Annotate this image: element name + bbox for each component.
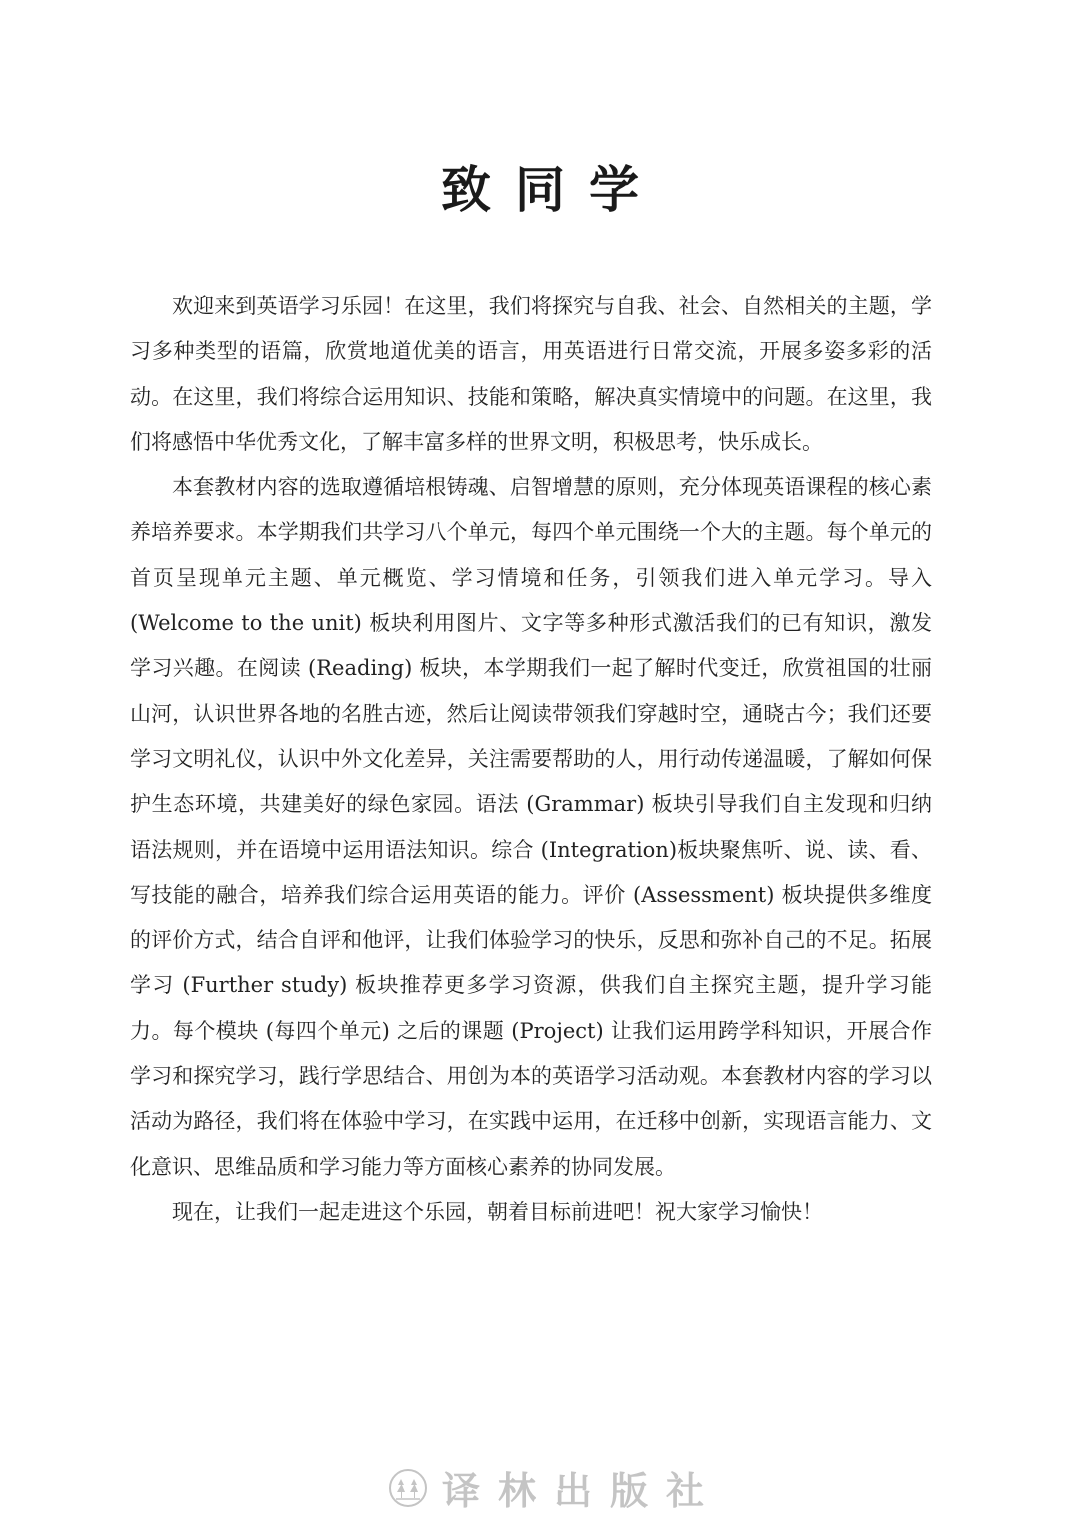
body-text [130,284,932,1235]
publisher-footer [388,1460,722,1515]
publisher-name: 译林出版社 [442,1468,723,1513]
paragraph-closing: 现在，让我们一起走进这个乐园，朝着目标前进吧！祝大家学习愉快！ [172,1199,823,1224]
paragraph-welcome: 欢迎来到英语学习乐园！在这里，我们将探究与自我、社会、自然相关的主题，学习多种类型的语篇，欣赏地道优美的语言，用英语进行日常交流，开展多姿多彩的活动。在这里，我们将综合运用知识、技能和策略，解决真实情境中的问题。在这里，我们将感悟中华优秀文化，了解丰富多样的世界文明，积极思考，快乐成长。 [130,294,932,454]
paragraph-textbook-intro: 本套教材内容的选取遵循培根铸魂、启智增慧的原则，充分体现英语课程的核心素养培养要求。本学期我们共学习八个单元，每四个单元围绕一个大的主题。每个单元的首页呈现单元主题、单元概览、学习情境和任务，引领我们进入单元学习。导入 (Welcome to the unit) 板块利用图片、文字等多种形式激活我们的已有知识，激发学习兴趣。在阅读 (Reading) 板块，本学期我们一起了解时代变迁，欣赏祖国的壮丽山河，认识世界各地的名胜古迹，然后让阅读带领我们穿越时空，通晓古今；我们还要学习文明礼仪，认识中外文化差异，关注需要帮助的人，用行动传递温暖，了解如何保护生态环境，共建美好的绿色家园。语法 (Grammar) 板块引导我们自主发现和归纳语法规则，并在语境中运用语法知识。综合 (Integration)板块聚焦听、说、读、看、写技能的融合，培养我们综合运用英语的能力。评价 (Assessment) 板块提供多维度的评价方式，结合自评和他评，让我们体验学习的快乐，反思和弥补自己的不足。拓展学习 (Further study) 板块推荐更多学习资源，供我们自主探究主题，提升学习能力。每个模块 (每四个单元) 之后的课题 (Project) 让我们运用跨学科知识，开展合作学习和探究学习，践行学思结合、用创为本的英语学习活动观。本套教材内容的学习以活动为路径，我们将在体验中学习，在实践中运用，在迁移中创新，实现语言能力、文化意识、思维品质和学习能力等方面核心素养的协同发展。 [130,475,932,1179]
tree-logo-icon [388,1468,428,1508]
page-title: 致同学 [441,160,663,219]
